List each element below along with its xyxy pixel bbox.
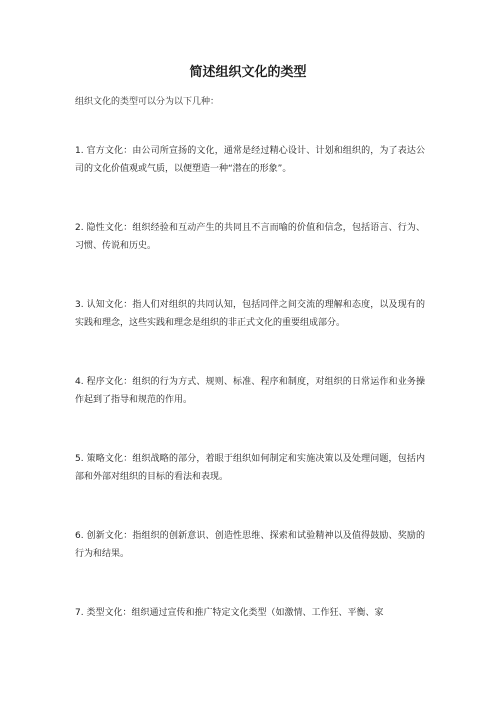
paragraph-cognitive-culture: 3. 认知文化：指人们对组织的共同认知，包括同伴之间交流的理解和态度，以及现有的实践和理念，这些实践和理念是组织的非正式文化的重要组成部分。 <box>75 300 425 328</box>
paragraph-type-culture: 7. 类型文化：组织通过宣传和推广特定文化类型（如激情、工作狂、平衡、家 <box>75 608 384 618</box>
paragraph-official-culture: 1. 官方文化：由公司所宣扬的文化，通常是经过精心设计、计划和组织的，为了表达公司的文化价值观或气质，以便塑造一种“潜在的形象”。 <box>75 146 425 174</box>
paragraph-strategic-culture: 5. 策略文化：组织战略的部分，着眼于组织如何制定和实施决策以及处理问题，包括内部和外部对组织的目标的看法和表现。 <box>75 454 425 482</box>
document-title: 简述组织文化的类型 <box>189 65 307 80</box>
intro-text: 组织文化的类型可以分为以下几种： <box>75 97 220 107</box>
paragraph-procedural-culture: 4. 程序文化：组织的行为方式、规则、标准、程序和制度，对组织的日常运作和业务操作起到了指导和规范的作用。 <box>75 377 425 405</box>
paragraph-implicit-culture: 2. 隐性文化：组织经验和互动产生的共同且不言而喻的价值和信念，包括语言、行为、习惯、传说和历史。 <box>75 223 425 251</box>
paragraph-innovation-culture: 6. 创新文化：指组织的创新意识、创造性思维、探索和试验精神以及值得鼓励、奖励的行为和结果。 <box>75 531 425 559</box>
